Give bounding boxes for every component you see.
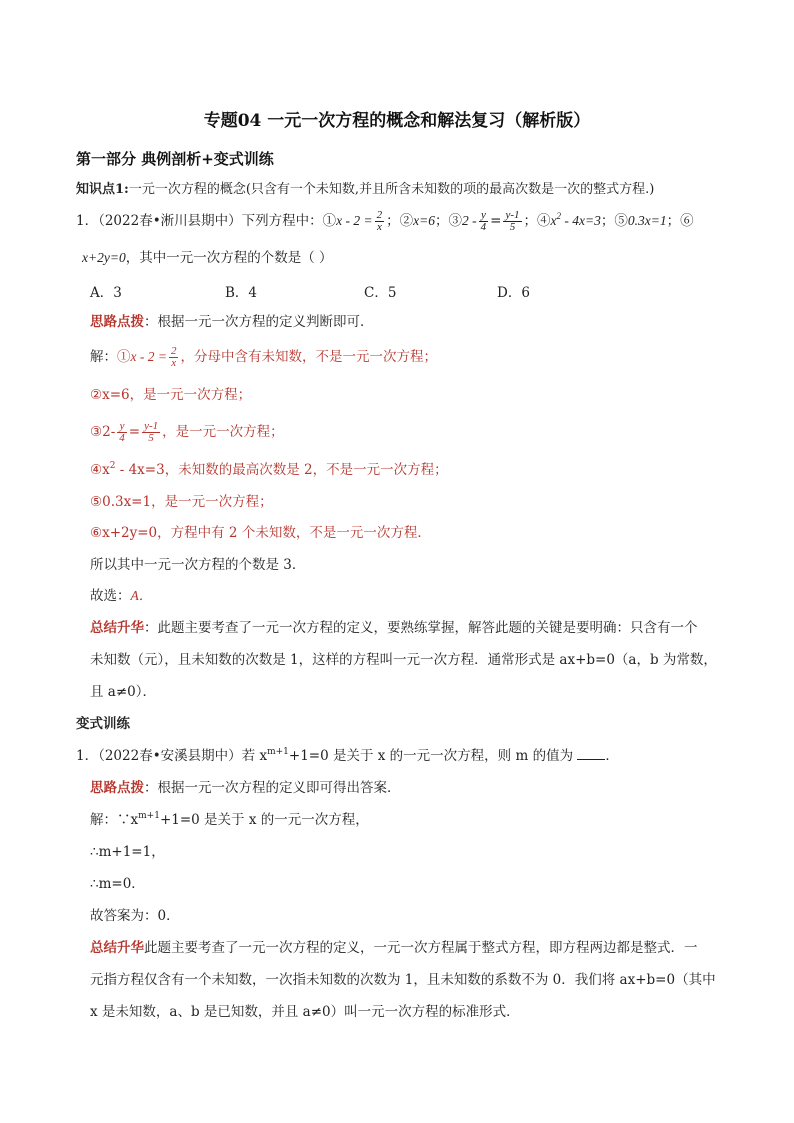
summary-line-2: 未知数（元），且未知数的次数是 1，这样的方程叫一元一次方程．通常形式是 ax+b=0（a，b 为常数， [90,652,717,668]
option-c: C．5 [364,285,397,301]
equation-6: x+2y=0 [82,250,126,265]
solution-text: ④x [90,462,110,478]
exponent: m+1 [138,811,160,821]
exponent: 2 [556,211,561,221]
section-heading: 第一部分 典例剖析+变式训练 [76,150,274,168]
exponent: 2 [109,461,116,471]
question-stem-text: +1=0 是关于 x 的一元一次方程，则 m 的值为 [288,748,574,764]
answer-value: A． [130,588,153,603]
fraction-numerator: 2 [170,345,177,357]
summary-line-1 [90,619,698,637]
knowledge-point-label: 知识点1: [76,182,129,197]
variant-solution-step-1: ∴m+1=1， [90,844,165,860]
exponent: m+1 [267,747,289,757]
separator: ；③ [435,213,463,229]
hint [90,313,374,331]
fraction-numerator: y [479,210,489,222]
hint-label: 思路点拨 [90,314,144,330]
option-a: A．3 [90,285,122,301]
fraction [375,210,385,233]
fraction [479,210,489,233]
question-1-stem [76,210,694,233]
solution-text: +1=0 是关于 x 的一元一次方程， [159,812,369,828]
variant-heading: 变式训练 [76,716,130,732]
hint-label: 思路点拨 [90,780,144,796]
fraction [169,346,179,369]
solution-text: ，是一元一次方程； [162,424,284,440]
fraction-denominator: x [171,357,177,369]
question-stem-text: 下列方程中：① [241,213,337,229]
circle-number: ① [117,349,131,365]
option-d: D．6 [497,285,530,301]
answer-label: 故选： [90,588,131,604]
knowledge-point [76,181,654,199]
document-title: 专题04 一元一次方程的概念和解法复习（解析版） [203,111,591,131]
solution-conclusion: 所以其中一元一次方程的个数是 3． [90,557,306,573]
fraction-numerator: 2 [376,209,383,221]
solution-text: ，分母中含有未知数，不是一元一次方程； [180,349,437,365]
separator: ；② [386,213,414,229]
variant-summary-line-3: x 是未知数，a、b 是已知数，并且 a≠0）叫一元一次方程的标准形式． [90,1004,520,1020]
equation-3: 2 - [462,213,477,228]
equation-5: 0.3x=1 [627,213,667,228]
equation-4 [551,213,601,228]
question-1-stem-line2 [82,249,333,267]
summary-text: ：此题主要考查了一元一次方程的定义，要熟练掌握，解答此题的关键是要明确：只含有一个 [144,620,698,636]
separator: ；⑤ [600,213,628,229]
variable: x [550,213,557,228]
summary-label: 总结升华 [90,620,144,636]
summary-line-3: 且 a≠0）． [90,684,156,700]
solution-step-5: ⑤0.3x=1，是一元一次方程； [90,494,273,510]
question-number: 1． [76,213,99,229]
solution-label: 解： [90,349,117,365]
solution-step-1 [90,346,437,369]
equation: x - 2 = [130,349,167,364]
solution-text: - 4x=3，未知数的最高次数是 2，不是一元一次方程； [115,462,448,478]
solution-text: 解：∵x [90,812,139,828]
question-source: （2022春•安溪县期中） [98,748,242,764]
solution-step-3 [90,421,284,444]
question-source: （2022春•淅川县期中） [98,213,242,229]
equation-2: x=6 [413,213,436,228]
separator: ；⑥ [666,213,694,229]
hint-text: ：根据一元一次方程的定义即可得出答案． [144,780,401,796]
solution-text: ③2- [90,424,116,440]
variant-summary-line-1 [90,939,698,957]
fraction [142,421,160,444]
variant-question-stem [76,747,619,765]
fraction-denominator: 4 [480,221,487,233]
answer-blank[interactable] [577,759,605,760]
variant-solution-step-2: ∴m=0． [90,876,145,892]
solution-step-4 [90,461,448,479]
fraction-numerator: y-1 [505,209,520,221]
variant-solution-line-1 [90,811,369,829]
solution-step-6: ⑥x+2y=0，方程中有 2 个未知数，不是一元一次方程． [90,525,431,541]
fraction-denominator: 4 [119,432,125,444]
variant-summary-line-2: 元指方程仅含有一个未知数，一次指未知数的次数为 1，且未知数的系数不为 0．我们将 ax+b=0（其中 [90,972,716,988]
equals-sign: = [490,213,502,229]
knowledge-point-text: 一元一次方程的概念(只含有一个未知数,并且所含未知数的项的最高次数是一次的整式方程.) [128,182,655,197]
solution-answer [90,587,152,605]
variant-answer: 故答案为：0． [90,908,180,924]
fraction [117,421,127,444]
equation-1: x - 2 = [336,213,373,228]
question-stem-text: 若 x [241,748,268,764]
equals-sign: = [128,424,141,440]
fraction-numerator: y-1 [144,420,159,432]
hint-text: ：根据一元一次方程的定义判断即可． [144,314,374,330]
fraction-denominator: 5 [509,221,516,233]
summary-label: 总结升华 [90,940,144,956]
question-prompt: ，其中一元一次方程的个数是（ ） [125,250,333,266]
fraction-denominator: x [376,221,382,233]
fraction-numerator: y [117,421,127,433]
separator: ；④ [523,213,551,229]
solution-step-2: ②x=6，是一元一次方程； [90,387,252,403]
fraction [503,210,521,233]
summary-text: 此题主要考查了一元一次方程的定义，一元一次方程属于整式方程，即方程两边都是整式．一 [144,940,698,956]
equation-rest: - 4x=3 [561,213,601,228]
question-number: 1． [76,748,99,764]
variant-hint [90,779,401,797]
option-b: B．4 [225,285,258,301]
fraction-denominator: 5 [148,432,154,444]
question-stem-end: ． [605,748,619,764]
